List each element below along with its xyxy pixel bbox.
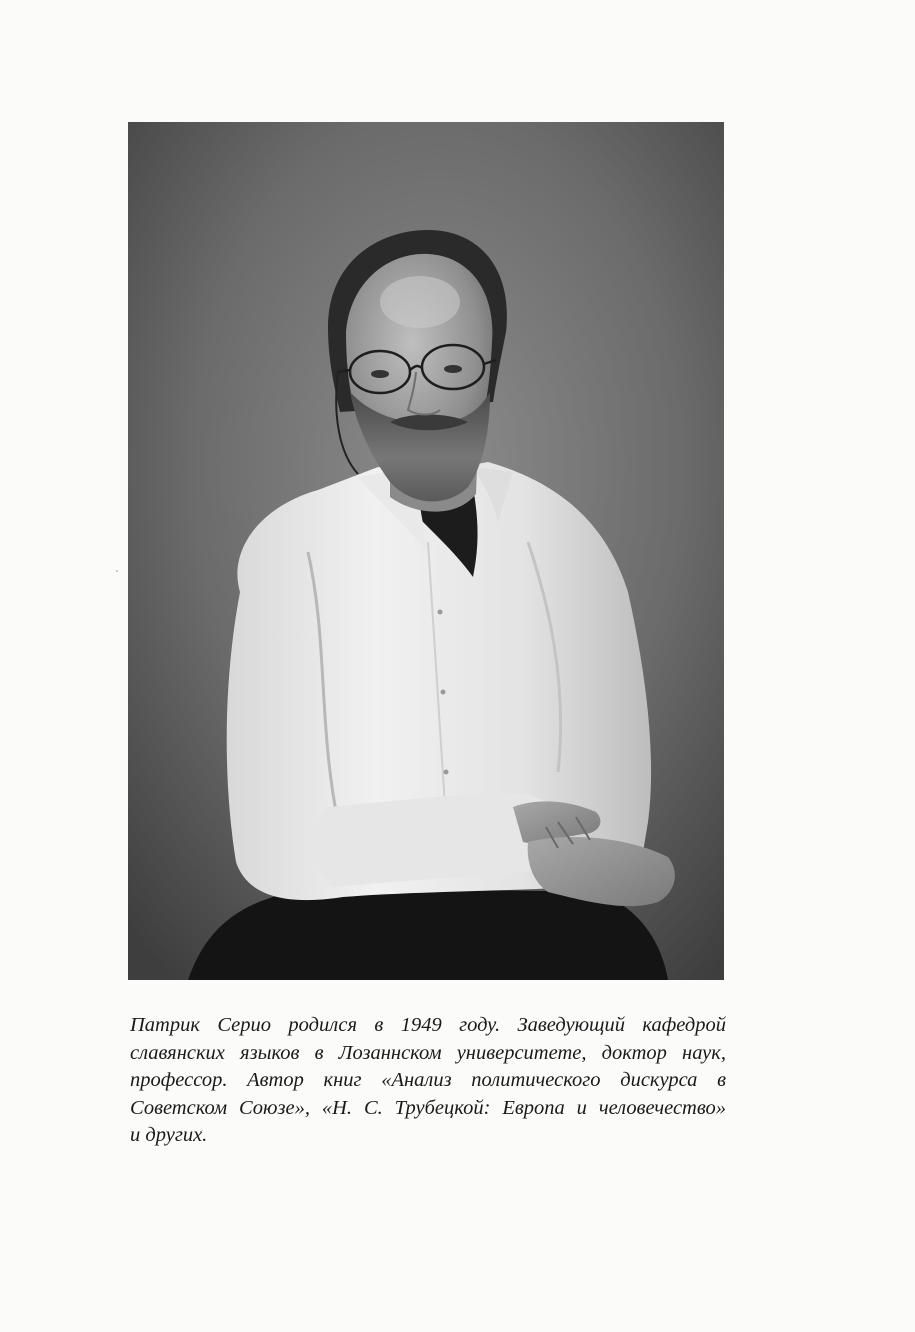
- author-portrait-photo: [128, 122, 724, 980]
- portrait-illustration: [128, 122, 724, 980]
- caption-line: Патрик Серио родился в 1949 году. Заведующий кафедрой: [130, 1014, 726, 1036]
- paper-speck: [116, 570, 118, 572]
- caption-line: Советском Союзе», «Н. С. Трубецкой: Европа и человечество»: [130, 1096, 726, 1119]
- caption-line: славянских языков в Лозаннском университете, доктор наук,: [130, 1041, 726, 1064]
- shirt-button: [438, 610, 443, 615]
- shirt-button: [444, 770, 449, 775]
- shirt-button: [441, 690, 446, 695]
- left-eye: [371, 370, 389, 378]
- author-bio-caption: [130, 1012, 726, 1150]
- caption-line: профессор. Автор книг «Анализ политического дискурса в: [130, 1069, 726, 1091]
- caption-line: и других.: [130, 1124, 208, 1146]
- right-eye: [444, 365, 462, 373]
- forehead-highlight: [380, 276, 460, 328]
